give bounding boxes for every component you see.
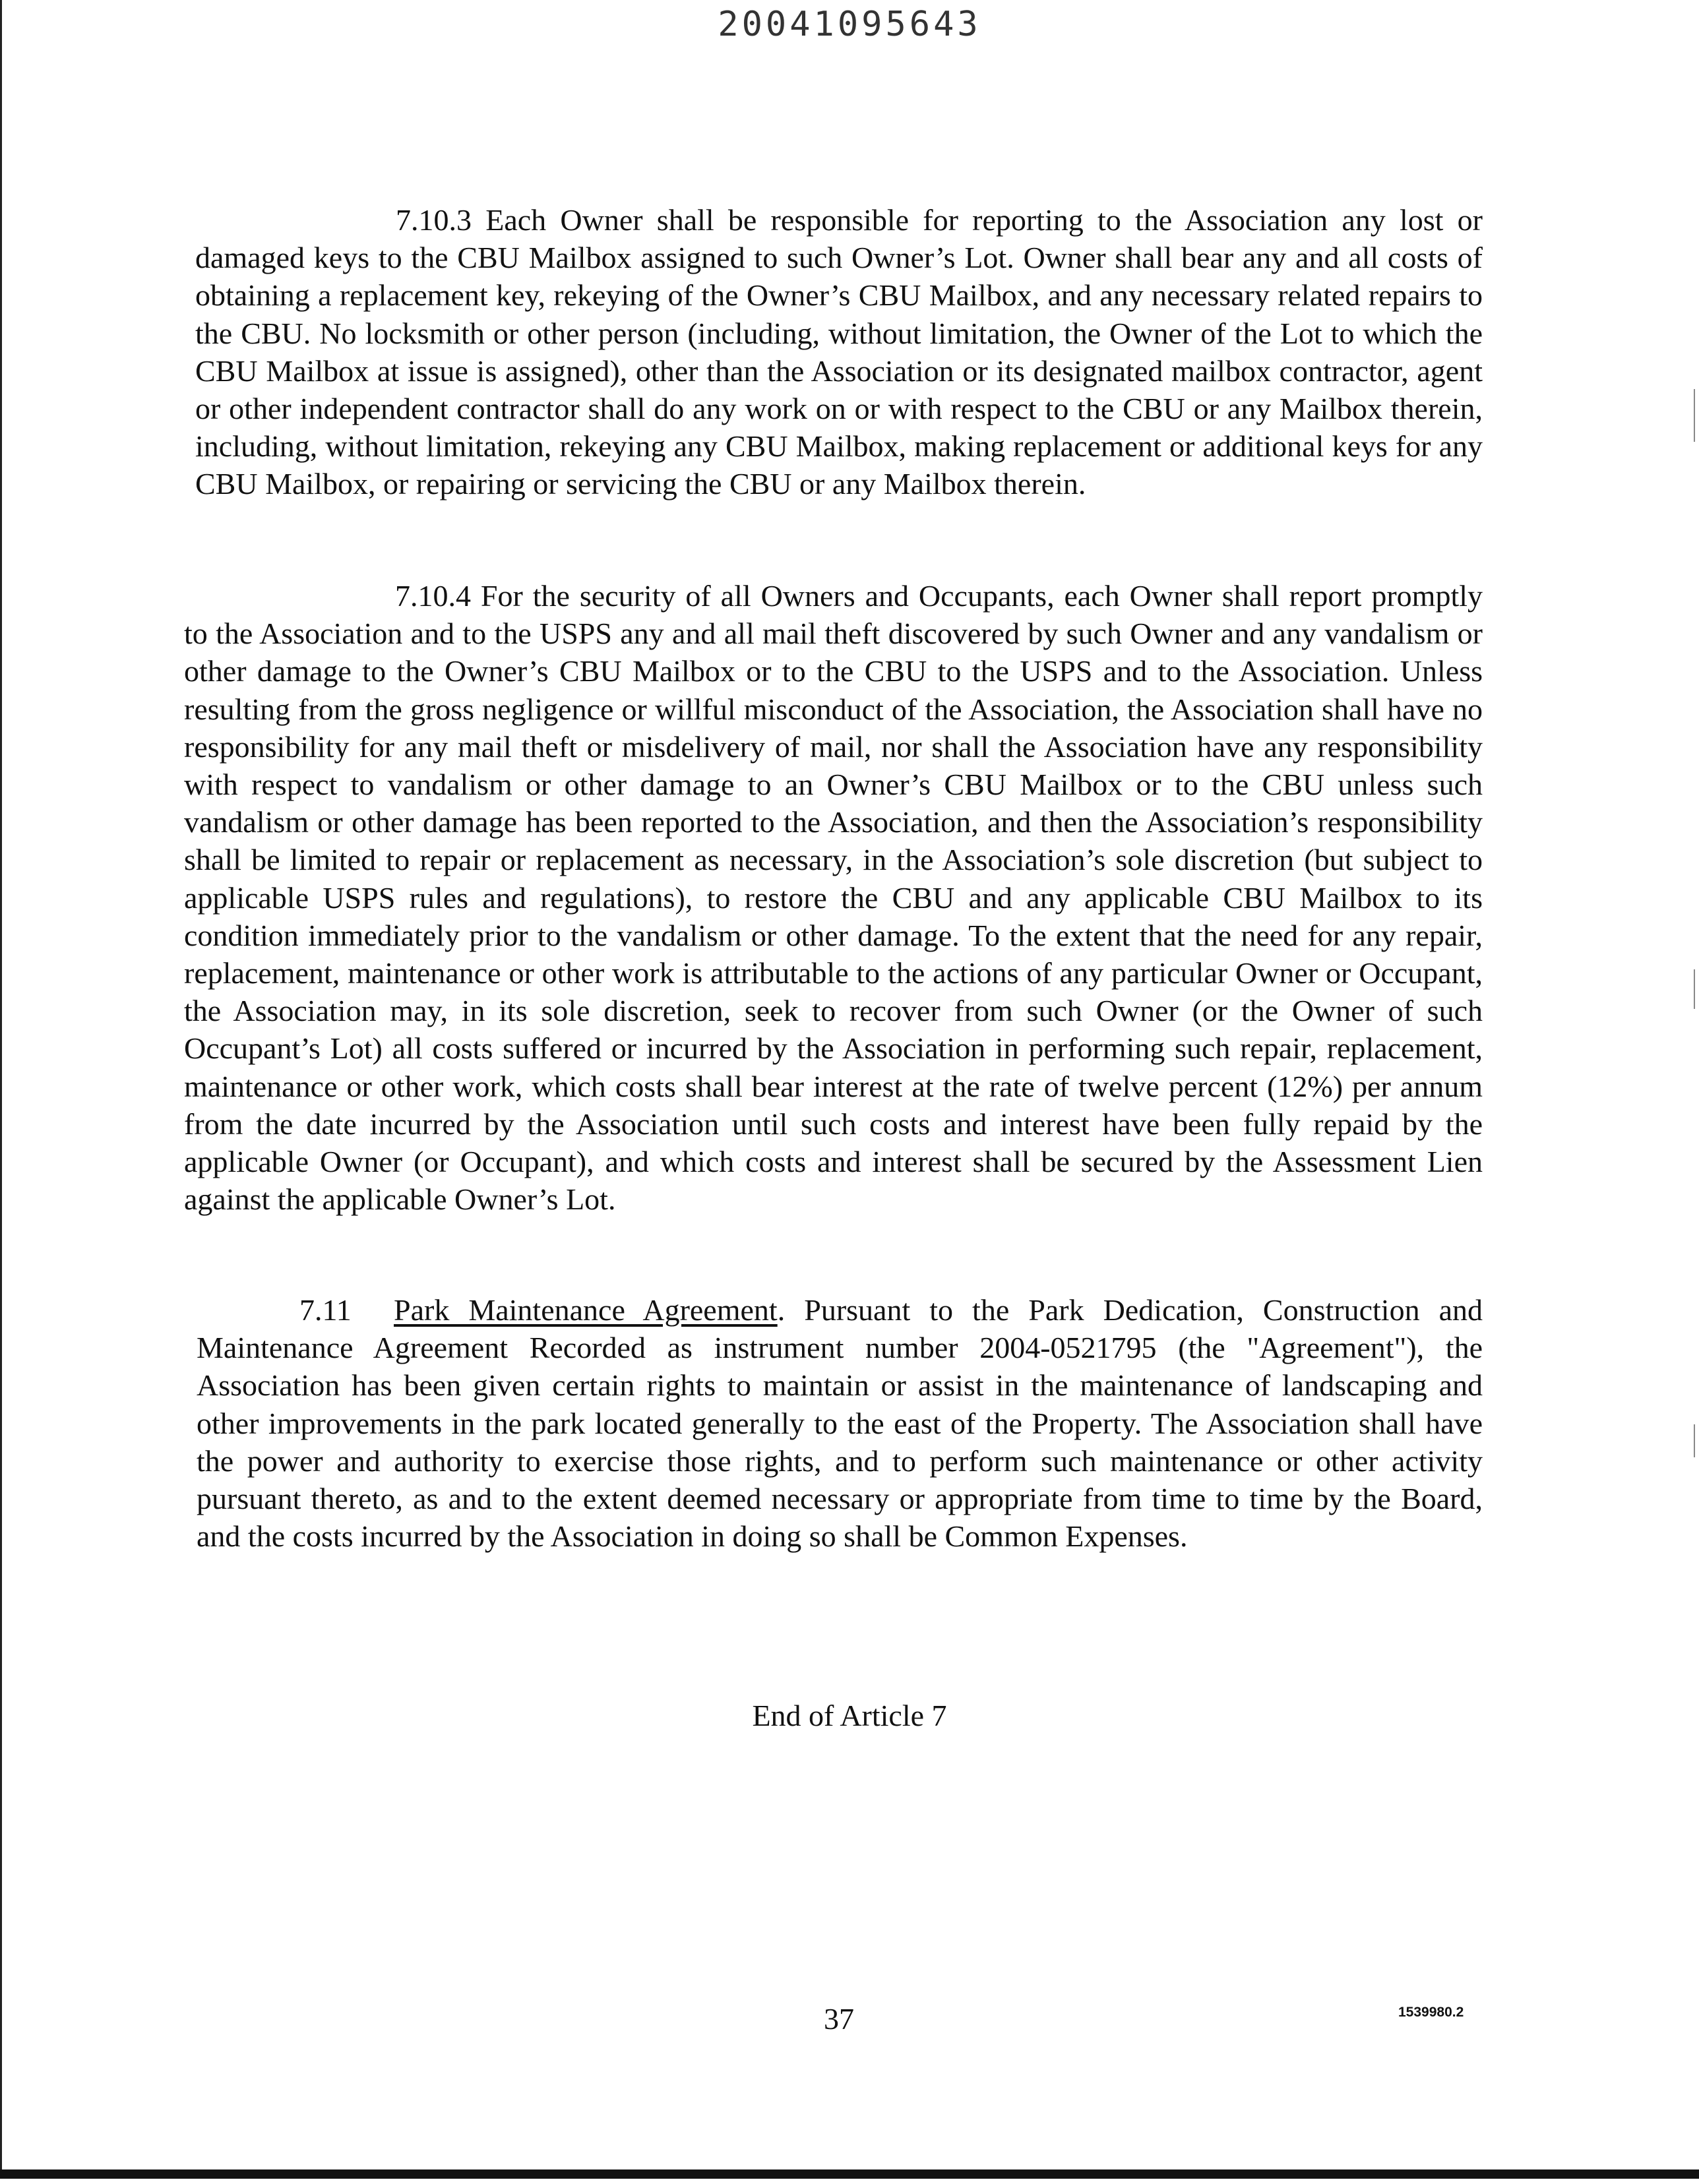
end-of-article-label: End of Article 7 xyxy=(752,1699,947,1732)
section-7-11-heading: Park Maintenance Agreement xyxy=(394,1293,778,1327)
scan-speck xyxy=(1694,389,1695,442)
section-7-11-number: 7.11 xyxy=(299,1293,352,1327)
document-number-stamp: 20041095643 xyxy=(718,5,981,44)
scan-speck xyxy=(1694,969,1695,1009)
page-number: 37 xyxy=(824,2002,854,2036)
section-7-10-3-paragraph: 7.10.3 Each Owner shall be responsible for reporting to the Association any lost or damaged keys to the CBU Mailbox assigned to such Owner’s Lot. Owner shall bear any and all costs of obtaining a replacement key, rekeying of the Owner’s CBU Mailbox, and any necessary related repairs to the CBU. No locksmith or other person (including, without limitation, the Owner of the Lot to which the CBU Mailbox at issue is assigned), other than the Association or its designated mailbox contractor, agent or other independent contractor shall do any work on or with respect to the CBU or any Mailbox therein, including, without limitation, rekeying any CBU Mailbox, making replacement or additional keys for any CBU Mailbox, or repairing or servicing the CBU or any Mailbox therein. xyxy=(195,203,1483,501)
section-7-11-text: . Pursuant to the Park Dedication, Construction and Maintenance Agreement Recorded as instrument number 2004-0521795 (the "Agreement"), the Association has been given certain rights to maintain or assist in the maintenance of landscaping and other improvements in the park located generally to the east of the Property. The Association shall have the power and authority to exercise those rights, and to perform such maintenance or other activity pursuant thereto, as and to the extent deemed necessary or appropriate from time to time by the Board, and the costs incurred by the Association in doing so shall be Common Expenses. xyxy=(197,1293,1483,1554)
section-7-10-4-paragraph: 7.10.4 For the security of all Owners and Occupants, each Owner shall report promptly to the Association and to the USPS any and all mail theft discovered by such Owner and any vandalism or other damage to the Owner’s CBU Mailbox or to the CBU to the USPS and to the Association. Unless resulting from the gross negligence or willful misconduct of the Association, the Association shall have no responsibility for any mail theft or misdelivery of mail, nor shall the Association have any responsibility with respect to vandalism or other damage to an Owner’s CBU Mailbox or to the CBU unless such vandalism or other damage has been reported to the Association, and then the Association’s responsibility shall be limited to repair or replacement as necessary, in the Association’s sole discretion (but subject to applicable USPS rules and regulations), to restore the CBU and any applicable CBU Mailbox to its condition immediately prior to the vandalism or other damage. To the extent that the need for any repair, replacement, maintenance or other work is attributable to the actions of any particular Owner or Occupant, the Association may, in its sole discretion, seek to recover from such Owner (or the Owner of such Occupant’s Lot) all costs suffered or incurred by the Association in performing such repair, replacement, maintenance or other work, which costs shall bear interest at the rate of twelve percent (12%) per annum from the date incurred by the Association until such costs and interest have been fully repaid by the applicable Owner (or Occupant), and which costs and interest shall be secured by the Assessment Lien against the applicable Owner’s Lot. xyxy=(184,579,1483,1217)
section-7-11-paragraph xyxy=(197,1291,1483,1555)
scan-bottom-edge xyxy=(0,2169,1699,2179)
document-code: 1539980.2 xyxy=(1398,2005,1464,2020)
scan-left-edge xyxy=(0,0,2,2169)
scan-speck xyxy=(1694,1424,1695,1457)
